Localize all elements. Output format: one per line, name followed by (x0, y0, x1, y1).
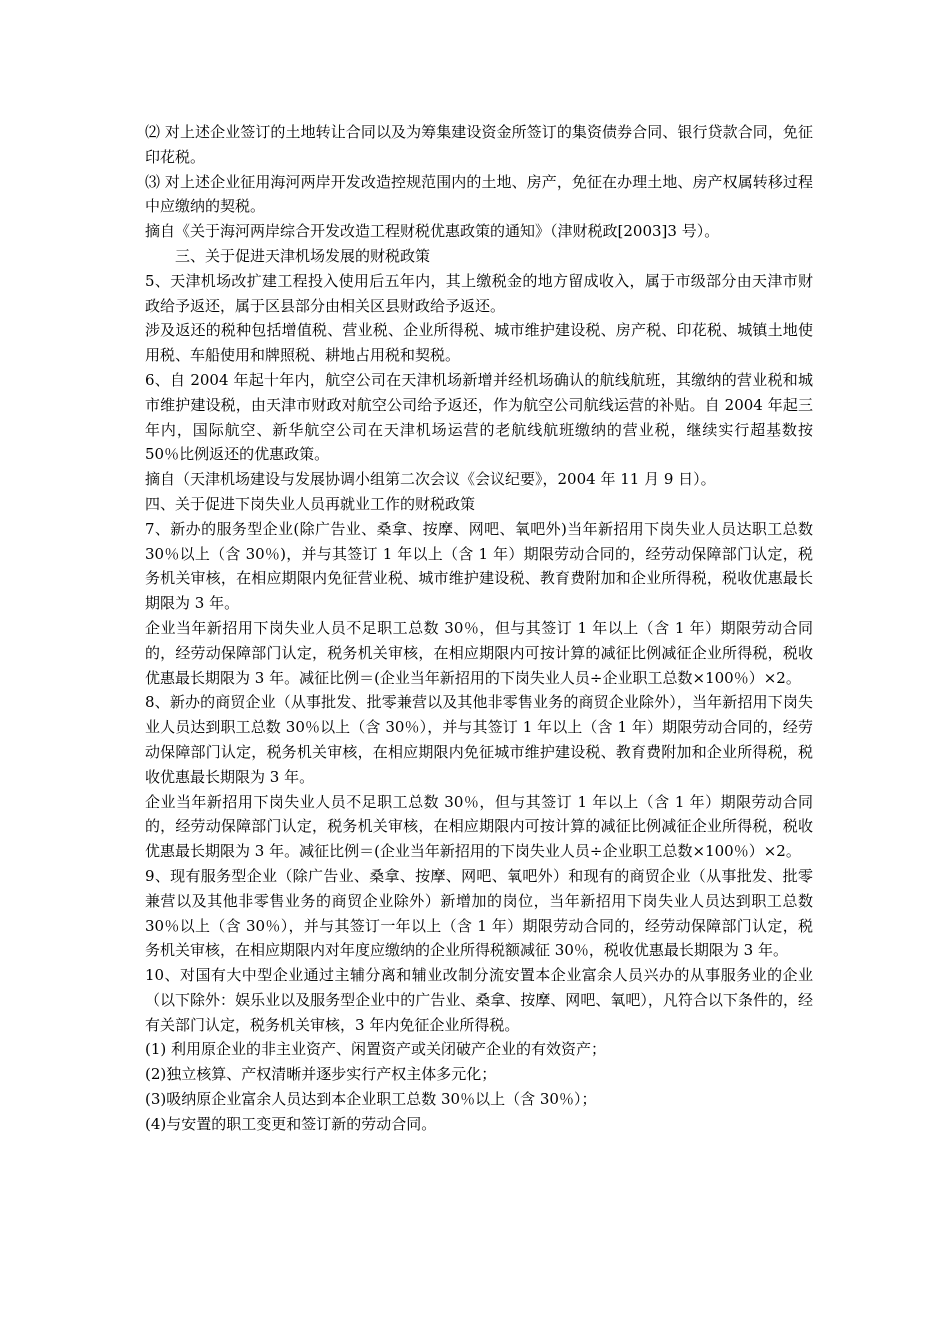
paragraph-3: ⑶ 对上述企业征用海河两岸开发改造控规范围内的土地、房产，免征在办理土地、房产权属转移过程中应缴纳的契税。 (145, 172, 813, 216)
paragraph-10: 10、对国有大中型企业通过主辅分离和辅业改制分流安置本企业富余人员兴办的从事服务业的企业（以下除外：娱乐业以及服务型企业中的广告业、桑拿、按摩、网吧、氧吧），凡符合以下条件的，经有关部门认定，税务机关审核，3 年内免征企业所得税。 (145, 966, 813, 1034)
condition-3: (3)吸纳原企业富余人员达到本企业职工总数 30％以上（含 30％）； (145, 1090, 597, 1109)
paragraph-7-detail: 企业当年新招用下岗失业人员不足职工总数 30％，但与其签订 1 年以上（含 1 年）期限劳动合同的，经劳动保障部门认定，税务机关审核，在相应期限内可按计算的减征比例减征企业所得税，税收优惠最长期限为 3 年。减征比例＝(企业当年新招用的下岗失业人员÷企业职工总数×100％）×2。 (145, 618, 813, 687)
condition-4: (4)与安置的职工变更和签订新的劳动合同。 (145, 1114, 437, 1133)
paragraph-2: ⑵ 对上述企业签订的土地转让合同以及为筹集建设资金所签订的集资债券合同、银行贷款合同，免征印花税。 (145, 123, 813, 166)
paragraph-9: 9、现有服务型企业（除广告业、桑拿、按摩、网吧、氧吧外）和现有的商贸企业（从事批发、批零兼营以及其他非零售业务的商贸企业除外）新增加的岗位，当年新招用下岗失业人员达到职工总数 30％以上（含 30％），并与其签订一年以上（含 1 年）期限劳动合同的，经劳动保障部门认定，税务机关审核，在相应期限内对年度应缴纳的企业所得税额减征 30％，税收优惠最长期限为 3 年。 (145, 866, 813, 960)
condition-2: (2)独立核算、产权清晰并逐步实行产权主体多元化； (145, 1065, 497, 1084)
paragraph-5-detail: 涉及返还的税种包括增值税、营业税、企业所得税、城市维护建设税、房产税、印花税、城镇土地使用税、车船使用和牌照税、耕地占用税和契税。 (145, 321, 813, 365)
paragraph-7: 7、新办的服务型企业(除广告业、桑拿、按摩、网吧、氧吧外)当年新招用下岗失业人员达职工总数 30％以上（含 30％)，并与其签订 1 年以上（含 1 年）期限劳动合同的，经劳动保障部门认定，税务机关审核，在相应期限内免征营业税、城市维护建设税、教育费附加和企业所得税，税收优惠最长期限为 3 年。 (145, 519, 813, 613)
condition-1: (1) 利用原企业的非主业资产、闲置资产或关闭破产企业的有效资产； (145, 1040, 607, 1059)
source-note: 摘自《关于海河两岸综合开发改造工程财税优惠政策的通知》（津财税政[2003]3 号）。 (145, 222, 720, 241)
paragraph-8-detail: 企业当年新招用下岗失业人员不足职工总数 30％，但与其签订 1 年以上（含 1 年）期限劳动合同的，经劳动保障部门认定，税务机关审核，在相应期限内可按计算的减征比例减征企业所得税，税收优惠最长期限为 3 年。减征比例＝(企业当年新招用的下岗失业人员÷企业职工总数×100％）×2。 (145, 792, 813, 861)
paragraph-5: 5、天津机场改扩建工程投入使用后五年内，其上缴税金的地方留成收入，属于市级部分由天津市财政给予返还，属于区县部分由相关区县财政给予返还。 (145, 271, 813, 315)
source-note: 摘自（天津机场建设与发展协调小组第二次会议《会议纪要》，2004 年 11 月 9 日）。 (145, 470, 716, 489)
section-heading-3: 三、关于促进天津机场发展的财税政策 (175, 246, 431, 265)
section-heading-4: 四、关于促进下岗失业人员再就业工作的财税政策 (145, 494, 476, 513)
paragraph-8: 8、新办的商贸企业（从事批发、批零兼营以及其他非零售业务的商贸企业除外），当年新招用下岗失业人员达到职工总数 30％以上（含 30％），并与其签订 1 年以上（含 1 年）期限劳动合同的，经劳动保障部门认定，税务机关审核，在相应期限内免征城市维护建设税、教育费附加和企业所得税，税收优惠最长期限为 3 年。 (145, 693, 813, 786)
paragraph-6: 6、自 2004 年起十年内，航空公司在天津机场新增并经机场确认的航线航班，其缴纳的营业税和城市维护建设税，由天津市财政对航空公司给予返还，作为航空公司航线运营的补贴。自 2004 年起三年内，国际航空、新华航空公司在天津机场运营的老航线航班缴纳的营业税，继续实行超基数按 50％比例返还的优惠政策。 (145, 370, 813, 464)
document-body (145, 120, 813, 1137)
